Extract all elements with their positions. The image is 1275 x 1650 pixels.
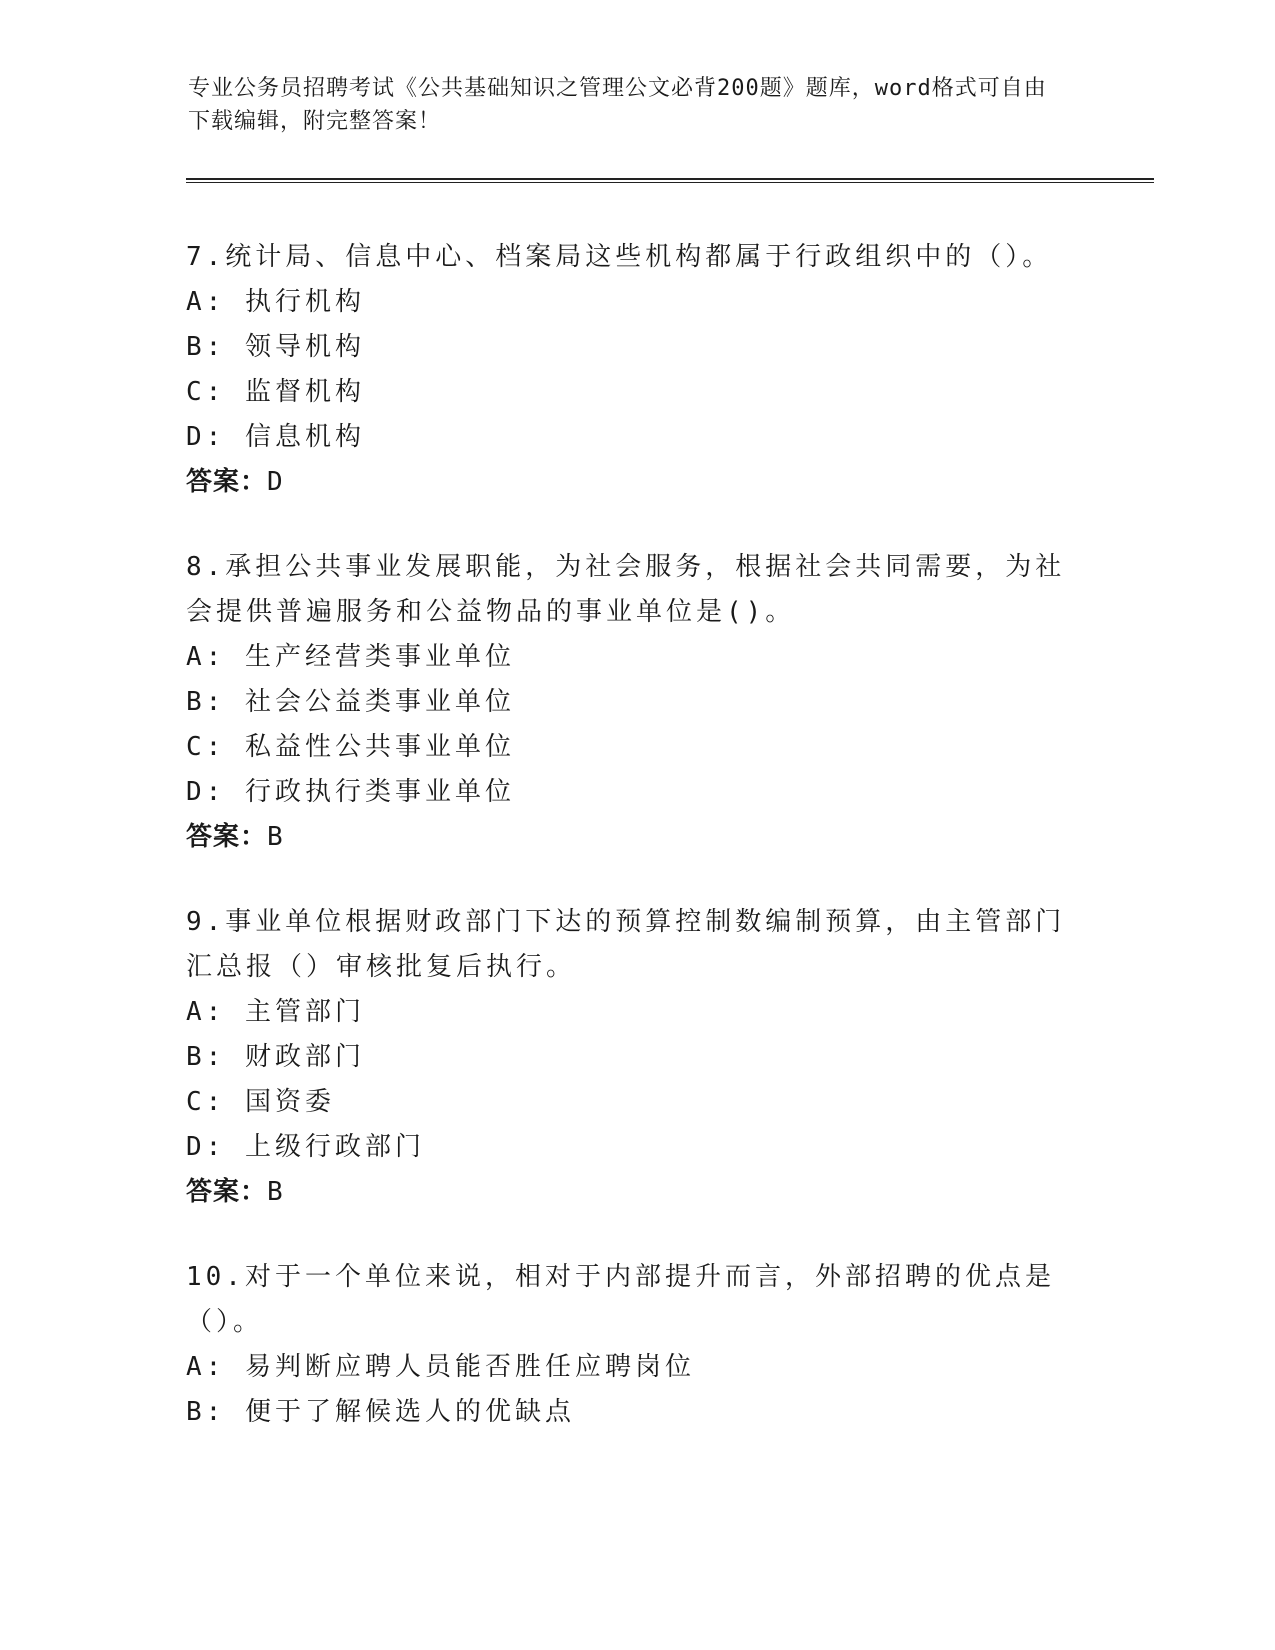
answer-label: 答案：	[186, 467, 268, 497]
document-intro: 专业公务员招聘考试《公共基础知识之管理公文必背200题》题库，word格式可自由下载编辑，附完整答案！	[188, 76, 1047, 134]
option-b: B: 社会公益类事业单位	[186, 687, 515, 717]
option-b: B: 领导机构	[186, 332, 365, 362]
question-list	[186, 235, 1066, 1435]
question-stem: 9.事业单位根据财政部门下达的预算控制数编制预算，由主管部门汇总报（）审核批复后执行。	[186, 907, 1066, 982]
question-item	[186, 545, 1066, 860]
answer-value: D	[267, 467, 284, 497]
answer-label: 答案：	[186, 822, 268, 852]
question-item	[186, 235, 1066, 505]
question-item	[186, 1255, 1066, 1435]
option-a: A: 主管部门	[186, 997, 365, 1027]
answer-line	[186, 1170, 1066, 1215]
question-stem: 10.对于一个单位来说，相对于内部提升而言，外部招聘的优点是（）。	[186, 1262, 1055, 1337]
answer-value: B	[267, 1177, 284, 1207]
option-c: C: 国资委	[186, 1087, 335, 1117]
answer-line	[186, 815, 1066, 860]
option-a: A: 生产经营类事业单位	[186, 642, 515, 672]
option-a: A: 易判断应聘人员能否胜任应聘岗位	[186, 1352, 695, 1382]
option-a: A: 执行机构	[186, 287, 365, 317]
answer-label: 答案：	[186, 1177, 268, 1207]
option-d: D: 信息机构	[186, 422, 365, 452]
option-b: B: 财政部门	[186, 1042, 365, 1072]
question-item	[186, 900, 1066, 1215]
option-d: D: 行政执行类事业单位	[186, 777, 515, 807]
header-divider	[186, 178, 1154, 183]
option-d: D: 上级行政部门	[186, 1132, 425, 1162]
answer-value: B	[267, 822, 284, 852]
option-c: C: 监督机构	[186, 377, 365, 407]
question-stem: 8.承担公共事业发展职能，为社会服务，根据社会共同需要，为社会提供普遍服务和公益物品的事业单位是()。	[186, 552, 1066, 627]
question-stem: 7.统计局、信息中心、档案局这些机构都属于行政组织中的（）。	[186, 242, 1053, 272]
answer-line	[186, 460, 1066, 505]
option-b: B: 便于了解候选人的优缺点	[186, 1397, 575, 1427]
option-c: C: 私益性公共事业单位	[186, 732, 515, 762]
